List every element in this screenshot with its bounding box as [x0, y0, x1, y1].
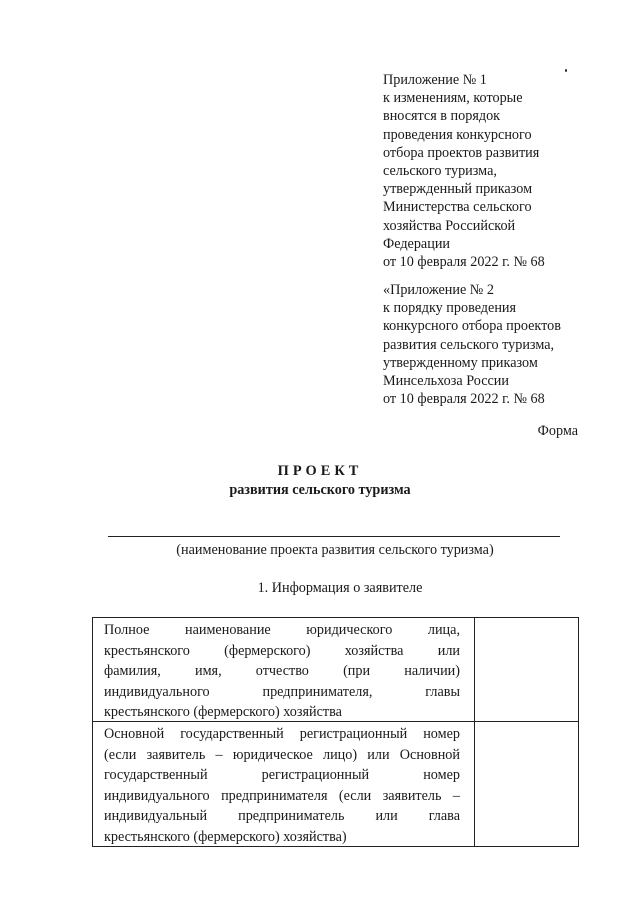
- table-label-cell: [93, 618, 475, 722]
- appendix-2-line: Минсельхоза России: [383, 373, 509, 390]
- applicant-info-table: [92, 617, 579, 847]
- label-line: крестьянского (фермерского) хозяйства или: [104, 642, 460, 659]
- table-row: [93, 722, 579, 847]
- appendix-1-line: сельского туризма,: [383, 163, 497, 180]
- label-line: индивидуального предпринимателя (если заявитель –: [104, 787, 460, 804]
- appendix-2-header: [383, 281, 561, 408]
- project-name-caption: (наименование проекта развития сельского туризма): [176, 542, 494, 558]
- label-line: индивидуальный предприниматель или глава: [104, 808, 460, 824]
- label-line: крестьянского (фермерского) хозяйства): [104, 828, 347, 845]
- appendix-1-line: вносятся в порядок: [383, 108, 501, 125]
- form-label: Форма: [537, 423, 578, 439]
- label-line: Основной государственный регистрационный номер: [104, 726, 460, 742]
- appendix-1-line: Министерства сельского: [383, 199, 532, 216]
- table-row: [93, 618, 579, 722]
- appendix-2-line: от 10 февраля 2022 г. № 68: [383, 391, 545, 408]
- appendix-1-line: отбора проектов развития: [383, 144, 540, 161]
- table-value-cell: [475, 618, 579, 722]
- appendix-1-line: утвержденный приказом: [383, 181, 533, 198]
- label-line: крестьянского (фермерского) хозяйства: [104, 704, 342, 720]
- label-line: Полное наименование юридического лица,: [104, 622, 460, 638]
- appendix-1-line: Федерации: [383, 235, 451, 252]
- label-line: (если заявитель – юридическое лицо) или Основной: [104, 746, 460, 763]
- project-name-blank-line: [108, 536, 560, 537]
- label-line: государственный регистрационный номер: [104, 767, 460, 783]
- table-label-cell: [93, 722, 475, 847]
- table-value-cell: [475, 722, 579, 847]
- appendix-1-line: Приложение № 1: [383, 72, 487, 88]
- appendix-1-line: проведения конкурсного: [383, 126, 532, 143]
- section-heading: 1. Информация о заявителе: [257, 580, 423, 596]
- appendix-2-line: «Приложение № 2: [383, 282, 494, 298]
- label-line: фамилия, имя, отчество (при наличии): [104, 663, 460, 679]
- appendix-2-line: конкурсного отбора проектов: [383, 318, 561, 335]
- appendix-1-line: хозяйства Российской: [383, 217, 516, 234]
- document-title: ПРОЕКТ: [277, 463, 363, 479]
- appendix-1-line: к изменениям, которые: [383, 90, 523, 107]
- label-line: индивидуального предпринимателя, главы: [104, 683, 460, 700]
- appendix-2-line: развития сельского туризма,: [383, 336, 555, 353]
- appendix-2-line: к порядку проведения: [383, 300, 517, 317]
- document-subtitle: развития сельского туризма: [229, 482, 411, 498]
- appendix-1-line: от 10 февраля 2022 г. № 68: [383, 254, 545, 271]
- scan-speck: [565, 69, 567, 72]
- appendix-1-header: [383, 71, 545, 271]
- appendix-2-line: утвержденному приказом: [383, 354, 538, 371]
